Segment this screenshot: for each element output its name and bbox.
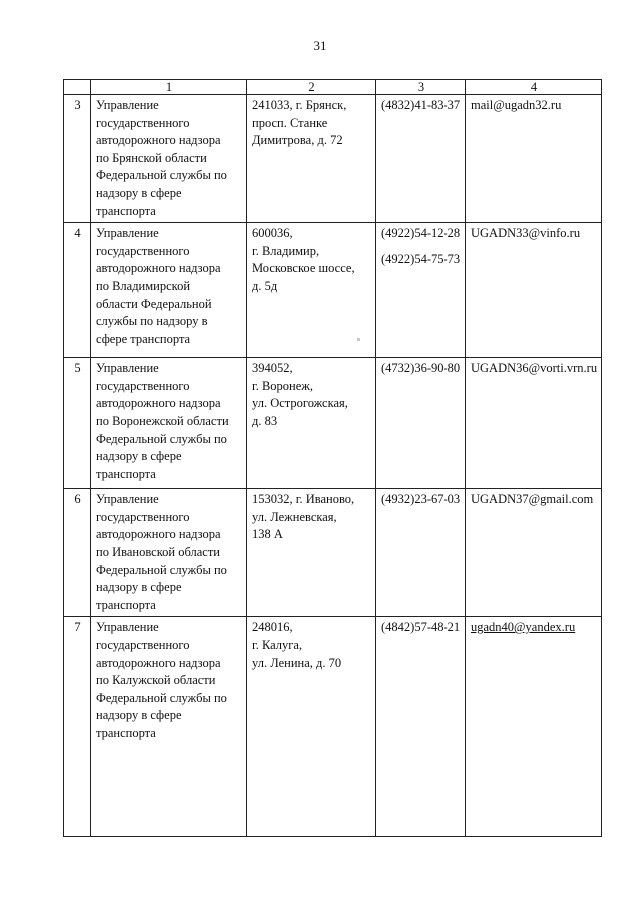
scan-mark: [357, 338, 360, 341]
address-line: 248016,: [252, 620, 293, 635]
email-address[interactable]: UGADN33@vinfo.ru: [471, 226, 581, 241]
agency-name-line: по Калужской области: [96, 673, 216, 688]
address-line: д. 5д: [252, 278, 278, 293]
agency-name-line: Федеральной службы по: [96, 690, 227, 705]
agency-name-line: надзору в сфере: [96, 185, 182, 200]
agency-name-line: автодорожного надзора: [96, 261, 221, 276]
address-line: 394052,: [252, 361, 293, 376]
agency-name-line: по Владимирской: [96, 278, 191, 293]
address-line: г. Владимир,: [252, 243, 320, 258]
agency-name-line: государственного: [96, 243, 190, 258]
header-cell-1: 1: [91, 80, 247, 95]
agency-name-line: транспорта: [96, 203, 156, 218]
phone-number: (4832)41-83-37: [381, 98, 461, 112]
row-number: 5: [64, 358, 91, 489]
table-row: [64, 223, 602, 358]
address-line: 138 А: [252, 527, 283, 542]
address-line: г. Воронеж,: [252, 378, 314, 393]
agency-name-cell: [91, 223, 247, 358]
phone-cell: [376, 617, 466, 837]
page-number: 31: [313, 38, 327, 53]
phone-number: (4732)36-90-80: [381, 361, 461, 376]
email-address[interactable]: UGADN36@vorti.vrn.ru: [471, 361, 598, 376]
agency-name-line: службы по надзору в: [96, 314, 208, 329]
address-cell: [247, 95, 376, 223]
email-address[interactable]: UGADN37@gmail.com: [471, 492, 594, 507]
address-line: д. 83: [252, 413, 278, 428]
address-line: ул. Лежневская,: [252, 509, 337, 524]
agency-name-line: транспорта: [96, 597, 156, 612]
table-row: [64, 95, 602, 223]
address-line: 241033, г. Брянск,: [252, 98, 347, 112]
agency-name-line: надзору в сфере: [96, 708, 182, 723]
address-line: ул. Ленина, д. 70: [252, 655, 342, 670]
agency-name-line: транспорта: [96, 466, 156, 481]
agency-name-line: по Брянской области: [96, 150, 207, 165]
phone-cell: [376, 223, 466, 358]
agency-name-line: Федеральной службы по: [96, 562, 227, 577]
address-cell: [247, 489, 376, 617]
table-row: [64, 358, 602, 489]
agency-name-line: по Воронежской области: [96, 413, 229, 428]
agency-name-line: автодорожного надзора: [96, 396, 221, 411]
table-row: [64, 489, 602, 617]
email-cell: [466, 95, 602, 223]
phone-cell: [376, 489, 466, 617]
agency-name-line: сфере транспорта: [96, 331, 191, 346]
email-cell: [466, 358, 602, 489]
agency-name-cell: [91, 95, 247, 223]
agency-name-line: надзору в сфере: [96, 580, 182, 595]
address-line: Димитрова, д. 72: [252, 133, 343, 148]
agency-name-line: государственного: [96, 509, 190, 524]
header-cell-4: 4: [466, 80, 602, 95]
agency-name-line: области Федеральной: [96, 296, 212, 311]
agency-name-line: надзору в сфере: [96, 449, 182, 464]
address-line: Московское шоссе,: [252, 261, 355, 276]
address-cell: [247, 358, 376, 489]
agency-name-line: автодорожного надзора: [96, 655, 221, 670]
row-number: 3: [64, 95, 91, 223]
agencies-table: [63, 79, 602, 837]
agency-name-line: Управление: [96, 98, 159, 112]
agency-name-line: автодорожного надзора: [96, 527, 221, 542]
agency-name-cell: [91, 617, 247, 837]
agency-name-line: транспорта: [96, 725, 156, 740]
agency-name-line: Федеральной службы по: [96, 431, 227, 446]
row-number: 6: [64, 489, 91, 617]
agency-name-line: Управление: [96, 492, 159, 507]
agency-name-line: Федеральной службы по: [96, 168, 227, 183]
phone-number: (4922)54-12-28: [381, 226, 461, 241]
phone-number: (4842)57-48-21: [381, 620, 461, 635]
agency-name-cell: [91, 489, 247, 617]
email-link[interactable]: ugadn40@yandex.ru: [471, 620, 576, 635]
address-line: просп. Станке: [252, 115, 328, 130]
header-cell-3: 3: [376, 80, 466, 95]
email-cell: [466, 617, 602, 837]
row-number: 4: [64, 223, 91, 358]
agency-name-line: по Ивановской области: [96, 544, 220, 559]
header-cell-2: 2: [247, 80, 376, 95]
agency-name-line: государственного: [96, 637, 190, 652]
agency-name-line: государственного: [96, 115, 190, 130]
address-line: г. Калуга,: [252, 637, 303, 652]
agency-name-cell: [91, 358, 247, 489]
phone-cell: [376, 95, 466, 223]
address-cell: [247, 617, 376, 837]
table-row: [64, 617, 602, 837]
agency-name-line: государственного: [96, 378, 190, 393]
agency-name-line: Управление: [96, 620, 159, 635]
address-line: 153032, г. Иваново,: [252, 492, 355, 507]
email-cell: [466, 223, 602, 358]
table-header-row: [64, 80, 602, 95]
email-cell: [466, 489, 602, 617]
agency-name-line: Управление: [96, 226, 159, 241]
agency-name-line: Управление: [96, 361, 159, 376]
email-address[interactable]: mail@ugadn32.ru: [471, 98, 562, 112]
address-line: 600036,: [252, 226, 293, 241]
phone-number: (4932)23-67-03: [381, 492, 461, 507]
phone-number: (4922)54-75-73: [381, 251, 461, 266]
address-line: ул. Острогожская,: [252, 396, 348, 411]
header-cell-num: [64, 80, 91, 95]
phone-cell: [376, 358, 466, 489]
agency-name-line: автодорожного надзора: [96, 133, 221, 148]
row-number: 7: [64, 617, 91, 837]
